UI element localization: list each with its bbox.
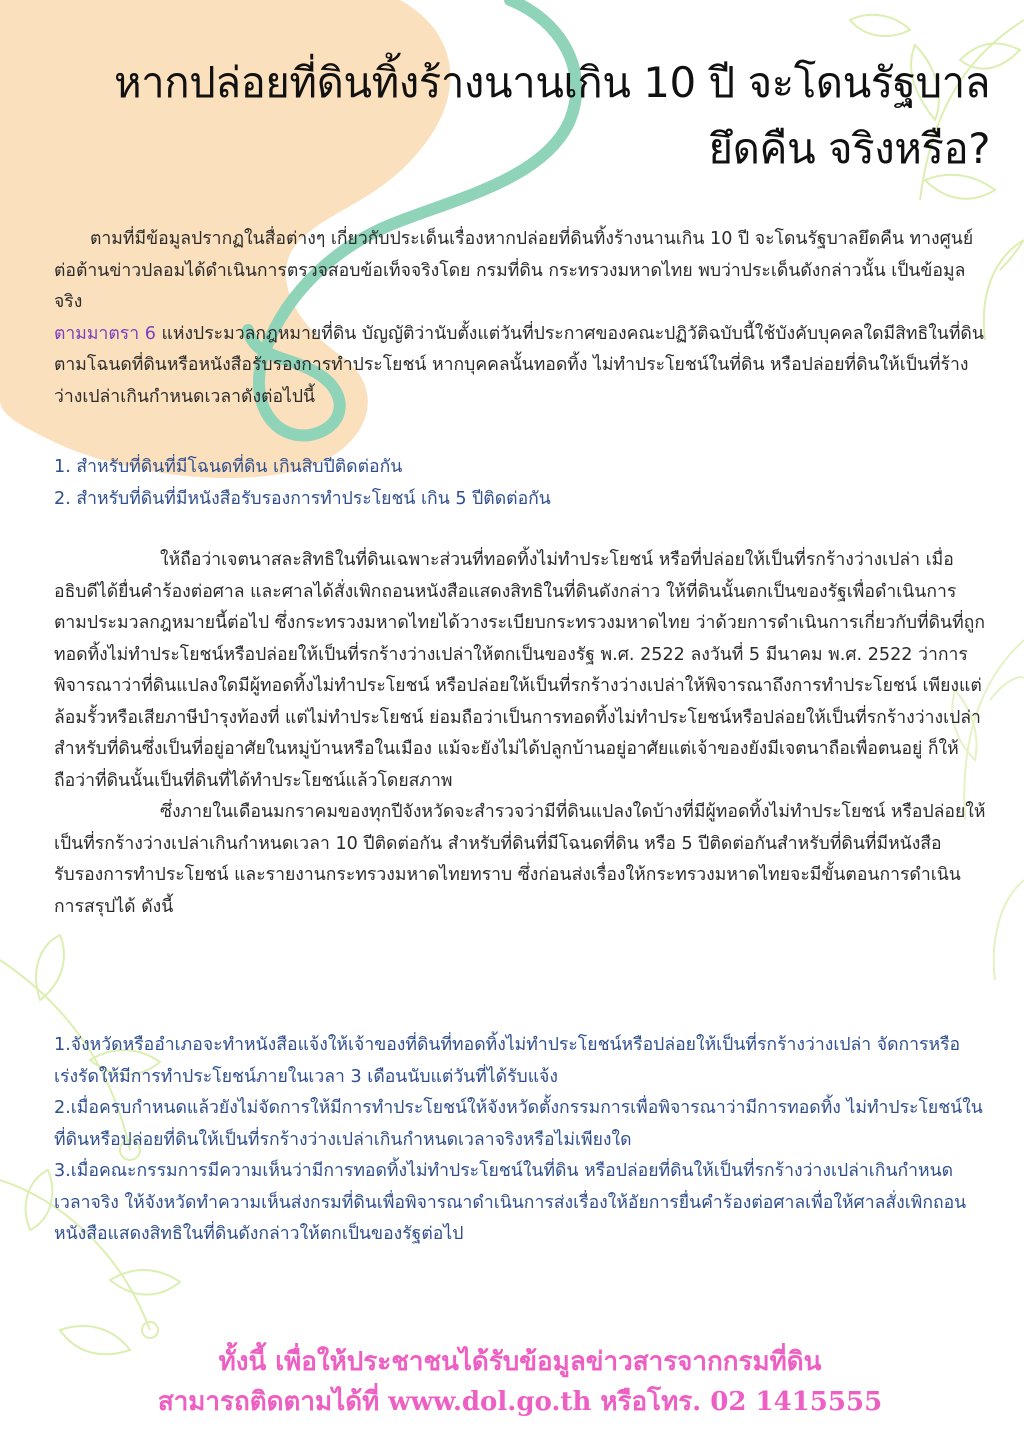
intro-paragraph: ตามที่มีข้อมูลปรากฏในสื่อต่างๆ เกี่ยวกับประเด็นเรื่องหากปล่อยที่ดินทิ้งร้างนานเกิน 10 ปี จะโดนรัฐบาลยึดคืน ทางศูนย์ต่อต้านข่าวปลอมได้ดำเนินการตรวจสอบข้อเท็จจริงโดย กรมที่ดิน กระทรวงมหาดไทย พบว่าประเด็นดังกล่าวนั้น เป็นข้อมูลจริง: [54, 229, 974, 312]
section-paragraph: [54, 319, 984, 414]
title-line-2: ยึดคืน จริงหรือ?: [708, 124, 990, 173]
step-item: 1.จังหวัดหรืออำเภอจะทำหนังสือแจ้งให้เจ้าของที่ดินที่ทอดทิ้งไม่ทำประโยชน์หรือปล่อยให้เป็นที่รกร้างว่างเปล่า จัดการหรือเร่งรัดให้มีการทำประโยชน์ภายในเวลา 3 เดือนนับแต่วันที่ได้รับแจ้ง: [54, 1035, 961, 1087]
section-reference: ตามมาตรา 6: [54, 323, 156, 344]
condition-item: 2. สำหรับที่ดินที่มีหนังสือรับรองการทำประโยชน์ เกิน 5 ปีติดต่อกัน: [54, 488, 551, 509]
body-paragraph-1: ให้ถือว่าเจตนาสละสิทธิในที่ดินเฉพาะส่วนที่ทอดทิ้งไม่ทำประโยชน์ หรือที่ปล่อยให้เป็นที่รกร้างว่างเปล่า เมื่ออธิบดีได้ยื่นคำร้องต่อศาล และศาลได้สั่งเพิกถอนหนังสือแสดงสิทธิในที่ดินดังกล่าว ให้ที่ดินนั้นตกเป็นของรัฐเพื่อดำเนินการตามประมวลกฎหมายนี้ต่อไป ซึ่งกระทรวงมหาดไทยได้วางระเบียบกระทรวงมหาดไทย ว่าด้วยการดำเนินการเกี่ยวกับที่ดินที่ถูกทอดทิ้งไม่ทำประโยชน์หรือปล่อยให้เป็นที่รกร้างว่างเปล่าให้ตกเป็นของรัฐ พ.ศ. 2522 ลงวันที่ 5 มีนาคม พ.ศ. 2522 ว่าการพิจารณาว่าที่ดินแปลงใดมีผู้ทอดทิ้งไม่ทำประโยชน์ หรือปล่อยให้เป็นที่รกร้างว่างเปล่าให้พิจารณาถึงการทำประโยชน์ เพียงแต่ล้อมรั้วหรือเสียภาษีบำรุงท้องที่ แต่ไม่ทำประโยชน์ ย่อมถือว่าเป็นการทอดทิ้งไม่ทำประโยชน์หรือปล่อยให้เป็นที่รกร้างว่างเปล่า สำหรับที่ดินซึ่งเป็นที่อยู่อาศัยในหมู่บ้านหรือในเมือง แม้จะยังไม่ได้ปลูกบ้านอยู่อาศัยแต่เจ้าของยังมีเจตนาถือเพื่อตนอยู่ ก็ให้ถือว่าที่ดินนั้นเป็นที่ดินที่ได้ทำประโยชน์แล้วโดยสภาพ: [54, 550, 985, 791]
footer-contact: [40, 1342, 1000, 1422]
step-item: 2.เมื่อครบกำหนดแล้วยังไม่จัดการให้มีการทำประโยชน์ให้จังหวัดตั้งกรรมการเพื่อพิจารณาว่ามีการทอดทิ้ง ไม่ทำประโยชน์ในที่ดินหรือปล่อยที่ดินให้เป็นที่รกร้างว่างเปล่าเกินกำหนดเวลาจริงหรือไม่เพียงใด: [54, 1098, 983, 1150]
page-title: [30, 50, 990, 182]
conditions-list: [54, 452, 984, 515]
title-line-1: หากปล่อยที่ดินทิ้งร้างนานเกิน 10 ปี จะโดนรัฐบาล: [113, 58, 990, 107]
section-text: แห่งประมวลกฎหมายที่ดิน บัญญัติว่านับตั้งแต่วันที่ประกาศของคณะปฏิวัติฉบับนี้ใช้บังคับบุคคลใดมีสิทธิในที่ดินตามโฉนดที่ดินหรือหนังสือรับรองการทำประโยชน์ หากบุคคลนั้นทอดทิ้ง ไม่ทำประโยชน์ในที่ดิน หรือปล่อยที่ดินให้เป็นที่ร้างว่างเปล่าเกินกำหนดเวลาดังต่อไปนี้: [54, 323, 984, 407]
footer-line-1: ทั้งนี้ เพื่อให้ประชาชนได้รับข้อมูลข่าวสารจากกรมที่ดิน: [218, 1347, 822, 1377]
body-paragraph-2: ซึ่งภายในเดือนมกราคมของทุกปีจังหวัดจะสำรวจว่ามีที่ดินแปลงใดบ้างที่มีผู้ทอดทิ้งไม่ทำประโยชน์ หรือปล่อยให้เป็นที่รกร้างว่างเปล่าเกินกำหนดเวลา 10 ปีติดต่อกัน สำหรับที่ดินที่มีโฉนดที่ดิน หรือ 5 ปีติดต่อกันสำหรับที่ดินที่มีหนังสือรับรองการทำประโยชน์ และรายงานกระทรวงมหาดไทยทราบ ซึ่งก่อนส่งเรื่องให้กระทรวงมหาดไทยจะมีขั้นตอนการดำเนินการสรุปได้ ดังนี้: [54, 802, 986, 917]
condition-item: 1. สำหรับที่ดินที่มีโฉนดที่ดิน เกินสิบปีติดต่อกัน: [54, 457, 403, 477]
footer-line-2: สามารถติดตามได้ที่ www.dol.go.th หรือโทร. 02 1415555: [157, 1387, 883, 1417]
procedure-steps: [54, 1030, 989, 1251]
body-section: [54, 545, 989, 923]
intro-section: [54, 224, 984, 413]
step-item: 3.เมื่อคณะกรรมการมีความเห็นว่ามีการทอดทิ้งไม่ทำประโยชน์ในที่ดิน หรือปล่อยที่ดินให้เป็นที่รกร้างว่างเปล่าเกินกำหนดเวลาจริง ให้จังหวัดทำความเห็นส่งกรมที่ดินเพื่อพิจารณาดำเนินการส่งเรื่องให้อัยการยื่นคำร้องต่อศาลเพื่อให้ศาลสั่งเพิกถอนหนังสือแสดงสิทธิในที่ดินดังกล่าวให้ตกเป็นของรัฐต่อไป: [54, 1161, 967, 1244]
